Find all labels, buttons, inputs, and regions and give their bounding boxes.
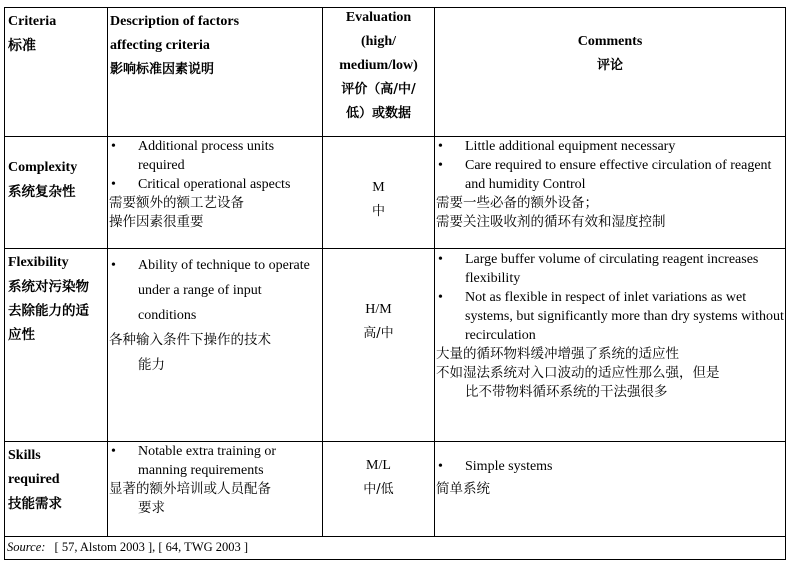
- header-eval-en-3: medium/low): [339, 58, 418, 73]
- bullet-text: Not as flexible in respect of inlet variations as wet systems, but significantly more than dry systems without recirculation: [465, 290, 784, 343]
- bullet-icon: •: [438, 252, 443, 267]
- bullet-icon: •: [111, 177, 116, 192]
- column-divider: [434, 8, 435, 536]
- flexibility-zh-3: 应性: [8, 327, 35, 343]
- bullet-icon: •: [111, 444, 116, 459]
- header-eval-zh-2: 低）或数据: [345, 106, 411, 121]
- skills-comment-zh: 简单系统: [436, 481, 490, 497]
- complexity-eval-en: M: [372, 180, 385, 195]
- flexibility-comment-zh-1: 大量的循环物料缓冲增强了系统的适应性: [436, 346, 679, 362]
- header-comments-en: Comments: [577, 34, 643, 49]
- header-description: [110, 10, 320, 82]
- complexity-comment-zh-2: 需要关注吸收剂的循环有效和湿度控制: [436, 214, 666, 230]
- row-complexity-criteria: [8, 156, 104, 204]
- header-criteria: [8, 10, 104, 58]
- header-desc-en-1: Description of factors: [110, 14, 240, 29]
- bullet-icon: •: [438, 139, 443, 154]
- complexity-desc-zh-2: 操作因素很重要: [109, 214, 204, 230]
- bullet-text: Critical operational aspects: [138, 177, 291, 192]
- flexibility-en: Flexibility: [8, 255, 69, 270]
- bullet-text: Large buffer volume of circulating reagent increases flexibility: [465, 252, 759, 286]
- row-divider: [5, 248, 785, 249]
- source-refs: [ 57, Alstom 2003 ], [ 64, TWG 2003 ]: [54, 540, 249, 554]
- bullet-icon: •: [438, 459, 443, 474]
- flexibility-eval-zh: 高/中: [363, 326, 394, 341]
- row-divider: [5, 536, 785, 537]
- list-item: [109, 253, 321, 328]
- list-item: [109, 442, 321, 480]
- complexity-zh: 系统复杂性: [8, 184, 76, 200]
- list-item: [109, 137, 321, 175]
- header-comments: [435, 30, 785, 78]
- header-eval-en-2: (high/: [360, 34, 396, 49]
- bullet-text: Notable extra training or manning requirements: [138, 444, 277, 478]
- header-comments-zh: 评论: [596, 58, 623, 73]
- header-desc-zh: 影响标准因素说明: [110, 62, 215, 77]
- flexibility-eval-en: H/M: [365, 302, 392, 317]
- skills-en-2: required: [8, 472, 60, 487]
- complexity-eval-zh: 中: [371, 204, 385, 219]
- header-criteria-en: Criteria: [8, 14, 57, 29]
- skills-eval-en: M/L: [366, 458, 391, 473]
- bullet-text: Care required to ensure effective circulation of reagent and humidity Control: [465, 158, 772, 192]
- row-complexity-comments: [436, 137, 784, 232]
- row-flexibility-evaluation: [323, 298, 434, 346]
- list-item: [109, 175, 321, 194]
- bullet-text: Simple systems: [465, 459, 553, 474]
- bullet-icon: •: [438, 290, 443, 305]
- flexibility-comment-zh-3: 比不带物料循环系统的干法强很多: [465, 384, 668, 400]
- row-complexity-evaluation: [323, 176, 434, 224]
- flexibility-comment-zh-2: 不如湿法系统对入口波动的适应性那么强，但是: [436, 365, 720, 381]
- flexibility-zh-2: 去除能力的适: [8, 303, 89, 319]
- row-complexity-description: [109, 137, 321, 232]
- row-skills-comments: [436, 457, 784, 499]
- skills-desc-zh-1: 显著的额外培训或人员配备: [109, 481, 271, 497]
- row-skills-description: [109, 442, 321, 518]
- table-source: [7, 538, 783, 556]
- column-divider: [107, 8, 108, 536]
- list-item: [436, 250, 784, 288]
- list-item: [436, 137, 784, 156]
- flexibility-zh-1: 系统对污染物: [8, 279, 89, 295]
- row-skills-criteria: [8, 444, 104, 516]
- flexibility-desc-zh-1: 各种输入条件下操作的技术: [109, 332, 271, 348]
- header-evaluation: [323, 6, 434, 126]
- source-label: Source:: [7, 540, 46, 554]
- criteria-table: [4, 7, 786, 560]
- row-flexibility-criteria: [8, 251, 106, 347]
- bullet-icon: •: [111, 139, 116, 154]
- list-item: [436, 288, 784, 345]
- skills-en-1: Skills: [8, 448, 41, 463]
- list-item: [436, 457, 784, 476]
- row-flexibility-description: [109, 253, 321, 378]
- header-eval-en-1: Evaluation: [345, 10, 412, 25]
- header-eval-zh-1: 评价（高/中/: [341, 82, 416, 97]
- complexity-en: Complexity: [8, 160, 78, 175]
- header-desc-en-2: affecting criteria: [110, 38, 210, 53]
- complexity-desc-zh-1: 需要额外的额工艺设备: [109, 195, 244, 211]
- flexibility-desc-zh-2: 能力: [138, 357, 165, 373]
- bullet-icon: •: [111, 258, 116, 273]
- row-flexibility-comments: [436, 250, 784, 402]
- skills-eval-zh: 中/低: [363, 482, 394, 497]
- header-criteria-zh: 标准: [8, 38, 36, 54]
- list-item: [436, 156, 784, 194]
- bullet-text: Additional process units required: [138, 139, 275, 173]
- row-skills-evaluation: [323, 454, 434, 502]
- bullet-text: Ability of technique to operate under a range of input conditions: [138, 258, 310, 323]
- complexity-comment-zh-1: 需要一些必备的额外设备；: [436, 195, 598, 211]
- skills-desc-zh-2: 要求: [138, 500, 165, 516]
- bullet-text: Little additional equipment necessary: [465, 139, 676, 154]
- skills-zh: 技能需求: [8, 496, 62, 512]
- bullet-icon: •: [438, 158, 443, 173]
